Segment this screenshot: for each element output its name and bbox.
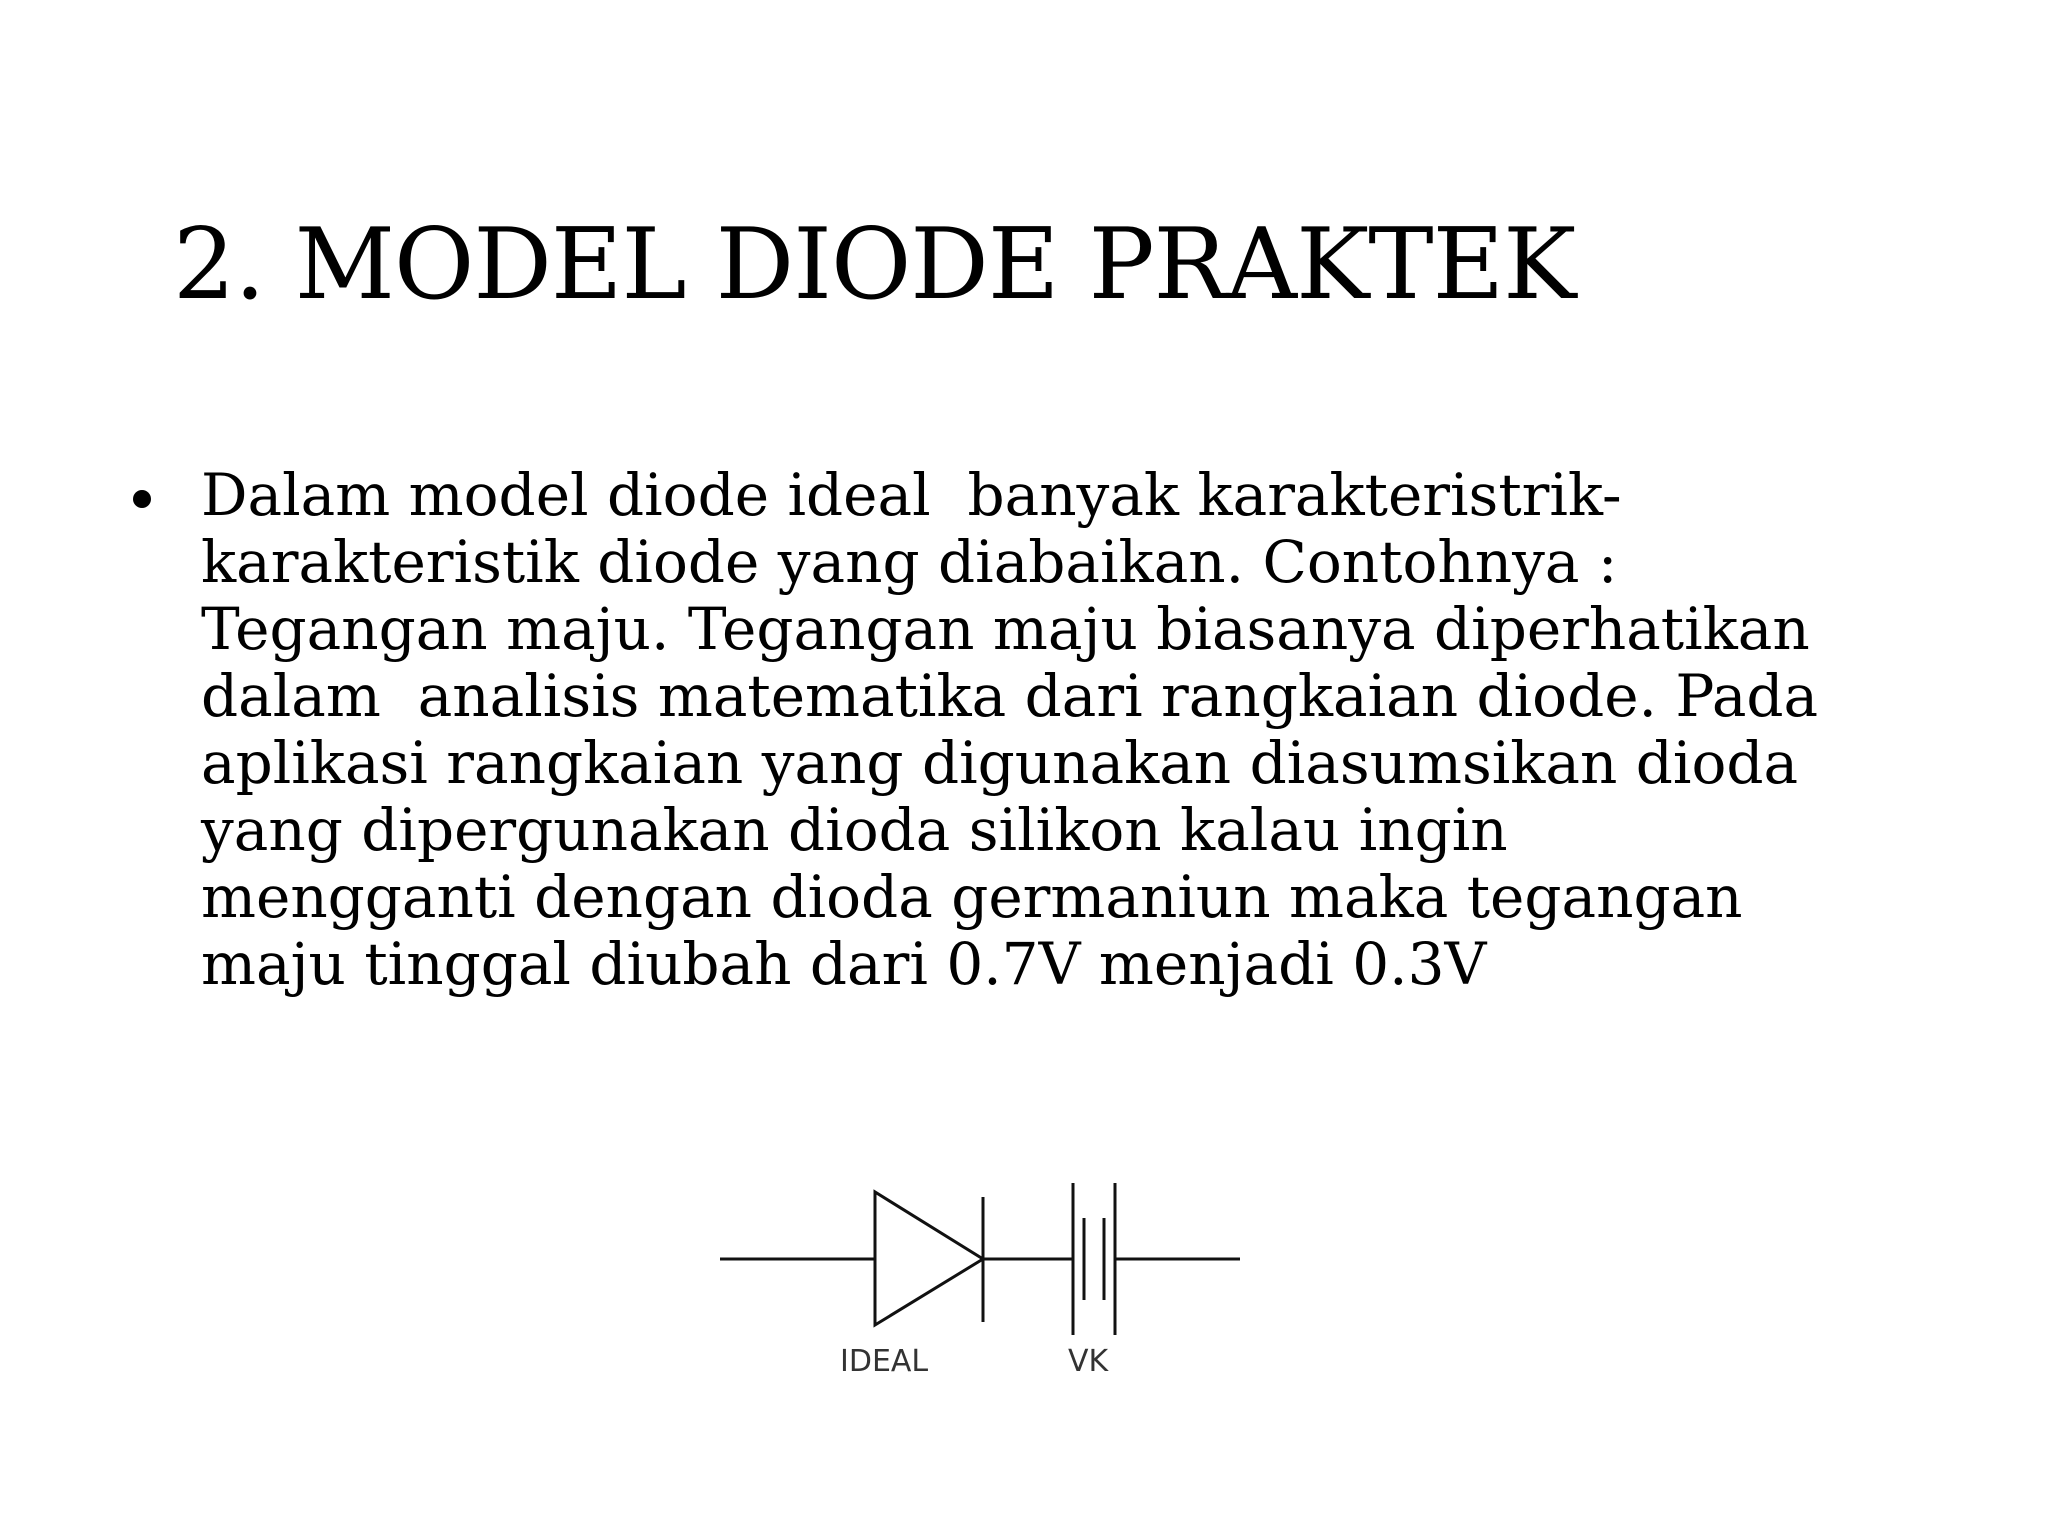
label-ideal: IDEAL bbox=[840, 1344, 929, 1379]
slide-title: 2. MODEL DIODE PRAKTEK bbox=[173, 208, 1576, 322]
bullet-text-line: Dalam model diode ideal banyak karakteristrik- bbox=[201, 461, 1622, 529]
bullet-text-line: Tegangan maju. Tegangan maju biasanya diperhatikan bbox=[201, 595, 1810, 663]
diode-symbol-icon bbox=[875, 1192, 983, 1325]
bullet-text-line: karakteristik diode yang diabaikan. Contohnya : bbox=[201, 528, 1618, 596]
bullet-text-line: maju tinggal diubah dari 0.7V menjadi 0.3V bbox=[201, 930, 1487, 998]
diode-model-diagram bbox=[700, 1170, 1260, 1390]
label-vk: VK bbox=[1068, 1344, 1109, 1379]
bullet-text-line: aplikasi rangkaian yang digunakan diasumsikan dioda bbox=[201, 729, 1799, 797]
bullet-dot-icon bbox=[133, 490, 151, 508]
bullet-text-line: yang dipergunakan dioda silikon kalau ingin bbox=[201, 796, 1508, 864]
battery-cell-icon bbox=[1073, 1183, 1115, 1335]
bullet-text-line: mengganti dengan dioda germaniun maka tegangan bbox=[201, 863, 1743, 931]
bullet-text-line: dalam analisis matematika dari rangkaian diode. Pada bbox=[201, 662, 1819, 730]
